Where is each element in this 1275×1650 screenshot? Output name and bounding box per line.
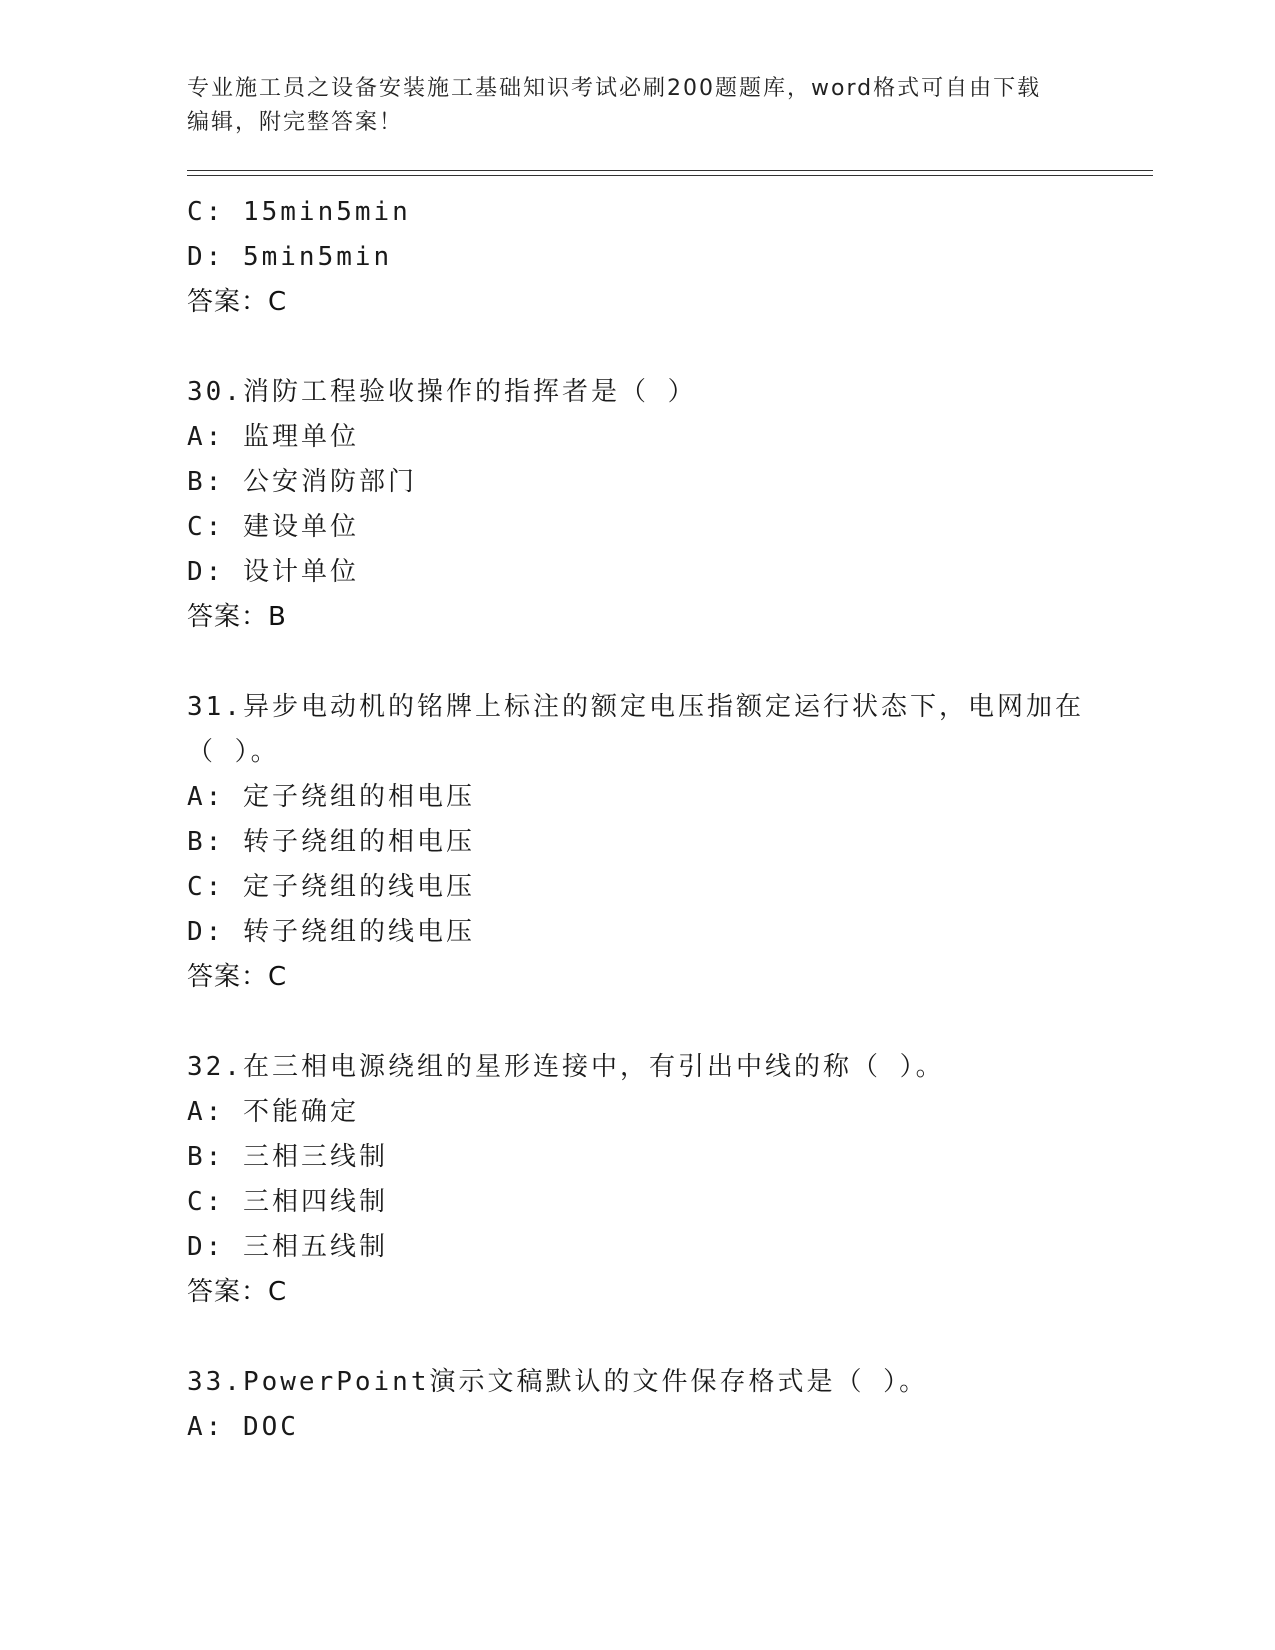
option-c: C: 三相四线制 bbox=[187, 1187, 388, 1217]
option-a: A: DOC bbox=[187, 1412, 299, 1442]
question-32 bbox=[187, 1045, 1087, 1315]
previous-question-tail bbox=[187, 190, 1087, 325]
answer-line: 答案：C bbox=[187, 1277, 288, 1307]
question-text-line-1: 31.异步电动机的铭牌上标注的额定电压指额定运行状态下，电网加在 bbox=[187, 692, 1084, 722]
question-33 bbox=[187, 1360, 1087, 1450]
answer-line: 答案：B bbox=[187, 602, 287, 632]
option-a: A: 定子绕组的相电压 bbox=[187, 782, 475, 812]
question-list bbox=[187, 190, 1087, 1450]
option-a: A: 不能确定 bbox=[187, 1097, 359, 1127]
document-header bbox=[187, 72, 1087, 140]
spacer bbox=[187, 1000, 1087, 1045]
question-text-line-2: （ ）。 bbox=[187, 737, 280, 767]
question-text: 32.在三相电源绕组的星形连接中，有引出中线的称（ ）。 bbox=[187, 1052, 945, 1082]
option-b: B: 公安消防部门 bbox=[187, 467, 417, 497]
option-d: D: 三相五线制 bbox=[187, 1232, 388, 1262]
option-c: C: 15min5min bbox=[187, 197, 411, 227]
header-title-line-1: 专业施工员之设备安装施工基础知识考试必刷200题题库，word格式可自由下载 bbox=[187, 76, 1042, 101]
question-30 bbox=[187, 370, 1087, 640]
option-c: C: 建设单位 bbox=[187, 512, 359, 542]
question-text: 33.PowerPoint演示文稿默认的文件保存格式是（ ）。 bbox=[187, 1367, 929, 1397]
spacer bbox=[187, 325, 1087, 370]
option-b: B: 转子绕组的相电压 bbox=[187, 827, 475, 857]
spacer bbox=[187, 1315, 1087, 1360]
answer-line: 答案：C bbox=[187, 287, 288, 317]
question-31 bbox=[187, 685, 1087, 1000]
option-b: B: 三相三线制 bbox=[187, 1142, 388, 1172]
spacer bbox=[187, 640, 1087, 685]
option-d: D: 转子绕组的线电压 bbox=[187, 917, 475, 947]
header-rule-top bbox=[187, 170, 1153, 171]
option-c: C: 定子绕组的线电压 bbox=[187, 872, 475, 902]
option-d: D: 设计单位 bbox=[187, 557, 359, 587]
header-title-line-2: 编辑，附完整答案！ bbox=[187, 110, 404, 135]
option-d: D: 5min5min bbox=[187, 242, 393, 272]
option-a: A: 监理单位 bbox=[187, 422, 359, 452]
question-text: 30.消防工程验收操作的指挥者是（ ） bbox=[187, 377, 697, 407]
answer-line: 答案：C bbox=[187, 962, 288, 992]
header-rule-bottom bbox=[187, 175, 1153, 176]
